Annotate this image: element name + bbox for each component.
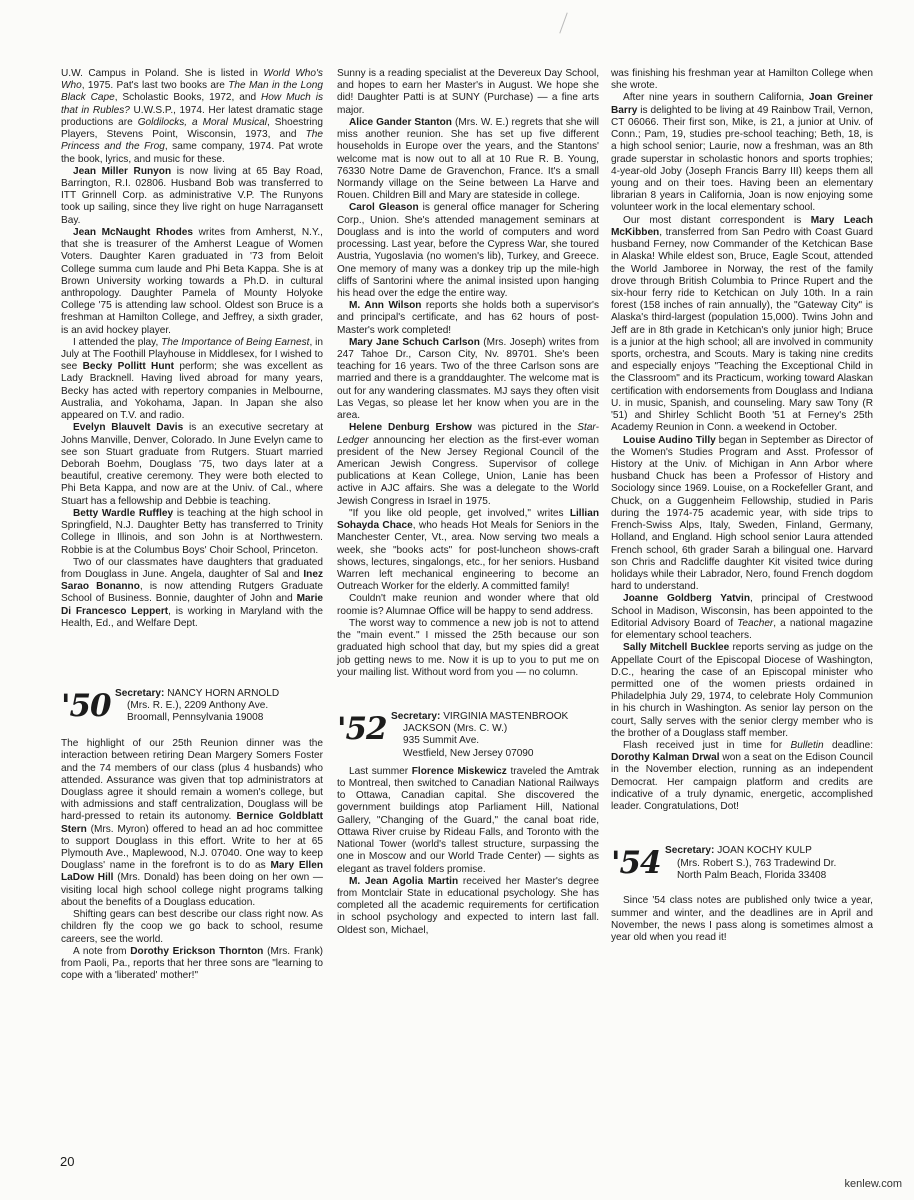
paragraph: Joanne Goldberg Yatvin, principal of Crestwood School in Madison, Wisconsin, has been appointed to the Editorial Advisory Board of Teacher, a national magazine for elementary school teachers. <box>611 593 873 642</box>
paragraph: After nine years in southern California, Joan Greiner Barry is delighted to be living at 49 Rainbow Trail, Vernon, CT 06066. Their first son, Mike, is 21, a junior at Univ. of Conn.; Pam, 19, studies pre-school teaching; Beth, 18, is a high school senior; Laurie, now a freshman, was an 8th grade superstar in scholastic honors and sports trophies; 4-year-old Joby (Joseph Francis Barry III) keeps them all young and on their toes. Having been an elementary librarian 8 years in California, Joan is now enjoying some volunteer work in the local elementary school. <box>611 92 873 214</box>
paragraph: Evelyn Blauvelt Davis is an executive secretary at Johns Manville, Denver, Colorado. In June Evelyn came to see son Stuart graduate from Rutgers. Stuart married Deborah Boehm, Douglass '75, two days later at a beautiful, creative ceremony. They were both elected to Phi Beta Kappa, and now are at the Univ. of Cal., where Stuart has a fellowship and Debbie is teaching. <box>61 422 324 507</box>
paragraph: Carol Gleason is general office manager for Schering Corp., Union. She's attended management seminars at Douglass and is into the world of computers and word processing. Last year, before the Cypress War, she toured Austria, Yugoslavia (no women's lib), Turkey, and Greece. One memory of many was a donkey trip up the mile-high cliffs of Santorini where the animal insisted upon hanging his head over the edge the entire way. <box>337 202 600 299</box>
paragraph: "If you like old people, get involved," writes Lillian Sohayda Chace, who heads Hot Meals for Seniors in the Manchester Center, Vt., area. Now serving two meals a week, she "books acts" for post-luncheon shows-craft shows, lectures, singalongs, etc., for her seniors. Husband Warren left mechanical engineering to become an Outreach Worker for the elderly. A committed family! <box>337 507 600 593</box>
paragraph: Our most distant correspondent is Mary Leach McKibben, transferred from San Pedro with Coast Guard husband Ferney, now Commander of the Ketchican Base in Alaska! While eldest son, Bruce, Eagle Scout, attended the World Jamboree in Norway, the rest of the family drove through British Columbia to Prince Rupert and the six-hour ferry ride to Ketchican on July 10th. In a rain forest (158 inches of rain annually), the "Gateway City" is Alaska's third-largest (population 15,000). Twins John and Jeff are in 8th grade in Ketchican's only junior high; Bruce is a junior at the high school; all are involved in community sports, orchestra, and Scouts. Mary is taking nine credits and especially enjoys "Teaching the Exceptional Child in the Classroom" and its Practicum, working toward Alaskan certification with endorsements from Douglass and Indiana U. in music, Spanish, and counseling. Mary saw Tony (R '51) and Shirley Schlicht Booth '51 at Ferney's 25th Academy Reunion in Conn. a weekend in October. <box>611 214 874 434</box>
secretary-city: Broomall, Pennsylvania 19008 <box>127 712 264 724</box>
secretary-city: Westfield, New Jersey 07090 <box>403 747 534 759</box>
paragraph: Jean McNaught Rhodes writes from Amherst, N.Y., that she is treasurer of the Amherst League of Women Voters. Daughter Karen graduated in '73 from Beloit College summa cum laude and Phi Beta Kappa. She is at Brown University working towards a Ph.D. in cultural anthropology. Daughter Pamela of Mounty Holyoke College '75 is attending law school. Oldest son Bruce is a freshman at Hamilton College, and Jeffrey, a sixth grader, is an avid hockey player. <box>61 226 323 336</box>
column-3 <box>611 68 873 944</box>
secretary-name: VIRGINIA MASTENBROOK <box>443 710 569 722</box>
secretary-name-cont: JACKSON (Mrs. C. W.) <box>403 723 508 735</box>
paragraph: Flash received just in time for Bulletin deadline: Dorothy Kalman Drwal won a seat on the Edison Council in the November election, running as an independent Democrat. Her campaign platform and credits are indicative of a truly dynamic, energetic, accomplished leader. Congratulations, Dot! <box>611 740 873 813</box>
paragraph: Two of our classmates have daughters that graduated from Douglass in June. Angela, daughter of Sal and Inez Sarao Bonanno, is now attending Rutgers Graduate School of Business. Bonnie, daughter of John and Marie Di Francesco Leppert, is working in Maryland with the Health, Ed., and Welfare Dept. <box>61 556 324 629</box>
paragraph: Helene Denburg Ershow was pictured in the Star-Ledger announcing her election as the first-ever woman president of the New Jersey Regional Council of the American Jewish Congress. Supervisor of college publications at Kean College, Union, Lanie has been active in AJC affairs. She was a delegate to the World Jewish Congress in Israel in 1975. <box>337 422 599 507</box>
paragraph: Mary Jane Schuch Carlson (Mrs. Joseph) writes from 247 Tahoe Dr., Carson City, Nv. 89701. She's been teaching for 16 years. Two of the three Carlson sons are married and there is a granddaughter. The welcome mat is out for any wandering classmates. MJ says they often visit Las Vegas, so please let her know when you are in the area. <box>337 336 599 422</box>
secretary-name: NANCY HORN ARNOLD <box>167 688 280 700</box>
paragraph: Since '54 class notes are published only twice a year, summer and winter, and the deadlines are in April and November, the news I pass along is sometimes almost a year old when you read it! <box>611 895 873 943</box>
paragraph: U.W. Campus in Poland. She is listed in World Who's Who, 1975. Pat's last two books are The Man in the Long Black Cape, Scholastic Books, 1972, and How Much is that in Rubles? U.W.S.P., 1974. Her latest dramatic stage productions are Goldilocks, a Moral Musical, Shoestring Players, Stevens Point, Wisconsin, 1973, and The Princess and the Frog, same company, 1974. Pat wrote the book, lyrics, and music for these. <box>61 68 323 165</box>
paragraph: A note from Dorothy Erickson Thornton (Mrs. Frank) from Paoli, Pa., reports that her three sons are "learning to cope with a 'liberated' mother!" <box>61 945 323 982</box>
column-1 <box>61 68 323 982</box>
page-number: 20 <box>60 1154 75 1169</box>
paragraph: Sunny is a reading specialist at the Devereux Day School, and hopes to earn her Master's in August. We hope she did! Daughter Patti is at SUNY (Purchase) — a fine arts major. <box>337 68 599 116</box>
column-2 <box>337 68 599 937</box>
paragraph: Sally Mitchell Bucklee reports serving as judge on the Appellate Court of the Episcopal Diocese of Washington, D.C., hearing the case of an Episcopal minister who permitted one of the women priests ordained in Philadelphia July 29, 1974, to celebrate Holy Communion in his church in Washington. As senior lay person on the court, Sally serves with the senior clergy member who is the brother of a Douglass staff member. <box>611 642 873 739</box>
paragraph: M. Jean Agolia Martin received her Master's degree from Montclair State in educational psychology. She has completed all the academic requirements for certification in school psychology and expected to intern last fall. Oldest son, Michael, <box>337 875 599 936</box>
class-heading-1954 <box>611 845 873 889</box>
secretary-info <box>391 711 599 760</box>
class-heading-1950 <box>61 688 323 732</box>
scan-mark <box>559 12 567 33</box>
secretary-address: (Mrs. R. E.), 2209 Anthony Ave. <box>127 700 269 712</box>
paragraph: was finishing his freshman year at Hamilton College when she wrote. <box>611 68 873 92</box>
watermark: kenlew.com <box>844 1178 902 1190</box>
secretary-label: Secretary: <box>115 688 165 700</box>
secretary-info <box>115 688 323 725</box>
class-year: '54 <box>611 845 661 882</box>
class-heading-1952 <box>337 711 599 760</box>
class-year: '50 <box>61 688 111 725</box>
secretary-info <box>665 845 873 882</box>
paragraph: Shifting gears can best describe our class right now. As children fly the coop we go back to school, resume careers, see the world. <box>61 909 323 945</box>
paragraph: Betty Wardle Ruffley is teaching at the high school in Springfield, N.J. Daughter Betty has transferred to Trinity College in Illinois, and son John is at Northwestern. Robbie is at the Columbus Boys' Choir School, Princeton. <box>61 507 323 556</box>
paragraph: Last summer Florence Miskewicz traveled the Amtrak to Montreal, then switched to Canadian National Railways to Ottawa, Canadian capital. She discovered the government buildings atop Parliament Hill, National Gallery, "Changing of the Guard," the canal boat ride, Ottawa River cruise by Rideau Falls, and Toronto with the National Tower (world's tallest structure, surpassing the one in Moscow and our World Trade Center) — sights as elegant as travel folders promise. <box>337 765 600 875</box>
paragraph: The worst way to commence a new job is not to attend the "main event." I missed the 25th because our son graduated high school that day, but my spies did a great job getting news to me. Now it is up to you to put me on your mailing list. Without word from you — no column. <box>337 617 599 678</box>
secretary-label: Secretary: <box>665 845 715 857</box>
secretary-label: Secretary: <box>391 710 441 722</box>
secretary-address: 935 Summit Ave. <box>403 735 480 747</box>
class-year: '52 <box>337 710 387 747</box>
paragraph: Louise Audino Tilly began in September as Director of the Women's Studies Program and Asst. Professor of History at the Univ. of Michigan in Ann Arbor where husband Chuck has been a Professor of History and Sociology since 1969. Louise, on a Rockefeller Grant, and Chuck, on a Guggenheim Fellowship, studied in Paris during the 1974-75 academic year, with side trips to French-Swiss Alps, Italy, Sweden, Finland, Germany, Holland, and England. High school senior Laura attended French school, 6th grader Sarah a bilingual one. Harvard son Chris and Radcliffe daughter Kit visited twice during holidays while their Labrador, Nero, found French dogdom hard to understand. <box>611 434 873 593</box>
secretary-city: North Palm Beach, Florida 33408 <box>677 869 827 881</box>
secretary-address: (Mrs. Robert S.), 763 Tradewind Dr. <box>677 857 837 869</box>
paragraph: Alice Gander Stanton (Mrs. W. E.) regrets that she will miss another reunion. She has set up five different households in Europe over the years, and the Stantons' welcome mat is now out to all at 10 Rue R. B. Young, 76330 Notre Dame de Gravenchon, France. It's a small Normandy village on the Seine between La Harve and Rouen. Children Bill and Mary are stateside in college. <box>337 116 600 202</box>
secretary-name: JOAN KOCHY KULP <box>717 845 812 857</box>
paragraph: Couldn't make reunion and wonder where that old roomie is? Alumnae Office will be happy to send address. <box>337 593 599 617</box>
paragraph: Jean Miller Runyon is now living at 65 Bay Road, Barrington, R.I. 02806. Husband Bob was transferred to ITT Grinnell Corp. as administrative V.P. The Runyons took up sailing, since they live right on huge Narragansett Bay. <box>61 165 323 226</box>
paragraph: I attended the play, The Importance of Being Earnest, in July at The Foothill Playhouse in Middlesex, for I wished to see Becky Pollitt Hunt perform; she was excellent as Lady Bracknell. Having lived abroad for many years, Becky has acted with repertory companies in Melbourne, Australia, and Yokohama, Japan. In Japan she also appeared on T.V. and radio. <box>61 336 324 422</box>
paragraph: M. Ann Wilson reports she holds both a supervisor's and principal's certificate, and has 62 hours of post-Master's work completed! <box>337 300 599 336</box>
paragraph: The highlight of our 25th Reunion dinner was the interaction between retiring Dean Margery Somers Foster and the 74 members of our class (plus 4 husbands) who attended. Assurance was given that top administrators at Douglass agree it should remain a women's college, but with admissions and staff centralization, Douglass will be hard-pressed to retain its autonomy. Bernice Goldblatt Stern (Mrs. Myron) offered to head an ad hoc committee to support Douglass in this effort. Write to her at 65 Plymouth Ave., Maplewood, N.J. 07040. One way to keep Douglass' name in the forefront is to do as Mary Ellen LaDow Hill (Mrs. Donald) has been doing on her own — visiting local high school college night programs talking about the benefits of a Douglass education. <box>61 738 324 908</box>
